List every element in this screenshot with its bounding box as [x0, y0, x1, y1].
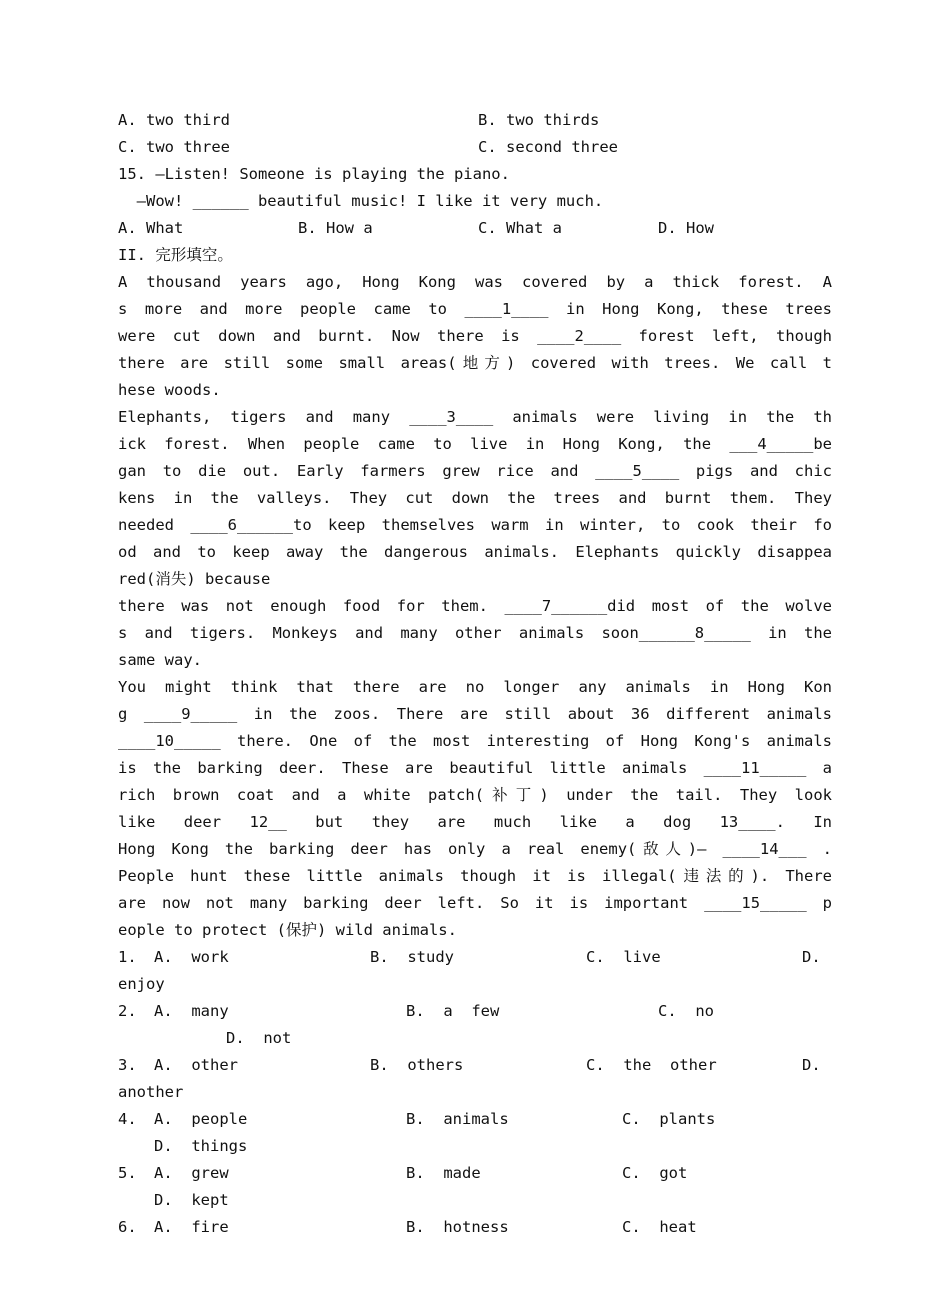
option-a: A. fire	[154, 1218, 229, 1236]
option-number: 5.	[118, 1164, 137, 1182]
option-b: B. made	[406, 1164, 481, 1182]
option-c: C. live	[586, 948, 661, 966]
option-c: C. got	[622, 1164, 688, 1182]
option-d: D. kept	[154, 1191, 229, 1209]
option-b: B. a few	[406, 1002, 500, 1020]
passage-line: ick forest. When people came to live in Hong Kong, the ___4_____be	[118, 435, 832, 453]
q15-question: 15. —Listen! Someone is playing the piano.	[118, 165, 510, 183]
passage-line: A thousand years ago, Hong Kong was covered by a thick forest. A	[118, 273, 832, 291]
q15-option-b: B. How a	[298, 219, 373, 237]
section-title: II. 完形填空。	[118, 246, 233, 264]
option-b: B. animals	[406, 1110, 509, 1128]
passage-line: is the barking deer. These are beautiful little animals ____11_____ a	[118, 759, 832, 777]
option-d: D.	[802, 1056, 821, 1074]
q15-option-d: D. How	[658, 219, 714, 237]
option-d: D. things	[154, 1137, 248, 1155]
passage-line: red(消失) because	[118, 570, 271, 588]
option-a: A. work	[154, 948, 229, 966]
q15-option-a: A. What	[118, 219, 184, 237]
option-a: A. many	[154, 1002, 229, 1020]
passage-line: eople to protect (保护) wild animals.	[118, 921, 457, 939]
option-b: B. others	[370, 1056, 464, 1074]
passage-line: People hunt these little animals though it is illegal(违法的). There	[118, 867, 832, 885]
passage-line: rich brown coat and a white patch(补丁) under the tail. They look	[118, 786, 832, 804]
passage-line: there are still some small areas(地方) covered with trees. We call t	[118, 354, 832, 372]
passage-line: needed ____6______to keep themselves warm in winter, to cook their fo	[118, 516, 832, 534]
q15-reply: —Wow! ______ beautiful music! I like it very much.	[118, 192, 604, 210]
option-c: C. plants	[622, 1110, 716, 1128]
passage-line: are now not many barking deer left. So it is important ____15_____ p	[118, 894, 832, 912]
passage-line: Hong Kong the barking deer has only a real enemy(敌人)— ____14___ .	[118, 840, 832, 858]
q14-option-b: B. two thirds	[478, 111, 600, 129]
passage-line: there was not enough food for them. ____7______did most of the wolve	[118, 597, 832, 615]
option-c: C. no	[658, 1002, 714, 1020]
passage-line: were cut down and burnt. Now there is ____2____ forest left, though	[118, 327, 832, 345]
q14-option-a: A. two third	[118, 111, 230, 129]
passage-line: like deer 12__ but they are much like a dog 13____. In	[118, 813, 832, 831]
passage-line: s more and more people came to ____1____ in Hong Kong, these trees	[118, 300, 832, 318]
passage-line: same way.	[118, 651, 202, 669]
option-a: A. people	[154, 1110, 248, 1128]
passage-line: hese woods.	[118, 381, 221, 399]
option-d: D. not	[226, 1029, 292, 1047]
option-d-text: another	[118, 1083, 184, 1101]
passage-line: g ____9_____ in the zoos. There are still about 36 different animals	[118, 705, 832, 723]
passage-line: ____10_____ there. One of the most interesting of Hong Kong's animals	[118, 732, 832, 750]
option-c: C. heat	[622, 1218, 697, 1236]
option-d: D.	[802, 948, 821, 966]
q15-option-c: C. What a	[478, 219, 562, 237]
passage-line: Elephants, tigers and many ____3____ animals were living in the th	[118, 408, 832, 426]
option-number: 6.	[118, 1218, 137, 1236]
option-c: C. the other	[586, 1056, 717, 1074]
passage-line: You might think that there are no longer any animals in Hong Kon	[118, 678, 832, 696]
option-d-text: enjoy	[118, 975, 165, 993]
q14-option-d: C. second three	[478, 138, 618, 156]
option-a: A. grew	[154, 1164, 229, 1182]
passage-line: kens in the valleys. They cut down the trees and burnt them. They	[118, 489, 832, 507]
q14-option-c: C. two three	[118, 138, 230, 156]
option-b: B. hotness	[406, 1218, 509, 1236]
option-b: B. study	[370, 948, 454, 966]
passage-line: s and tigers. Monkeys and many other animals soon______8_____ in the	[118, 624, 832, 642]
passage-line: od and to keep away the dangerous animals. Elephants quickly disappea	[118, 543, 832, 561]
passage-line: gan to die out. Early farmers grew rice and ____5____ pigs and chic	[118, 462, 832, 480]
option-number: 1.	[118, 948, 137, 966]
option-number: 4.	[118, 1110, 137, 1128]
option-number: 2.	[118, 1002, 137, 1020]
option-a: A. other	[154, 1056, 238, 1074]
option-number: 3.	[118, 1056, 137, 1074]
